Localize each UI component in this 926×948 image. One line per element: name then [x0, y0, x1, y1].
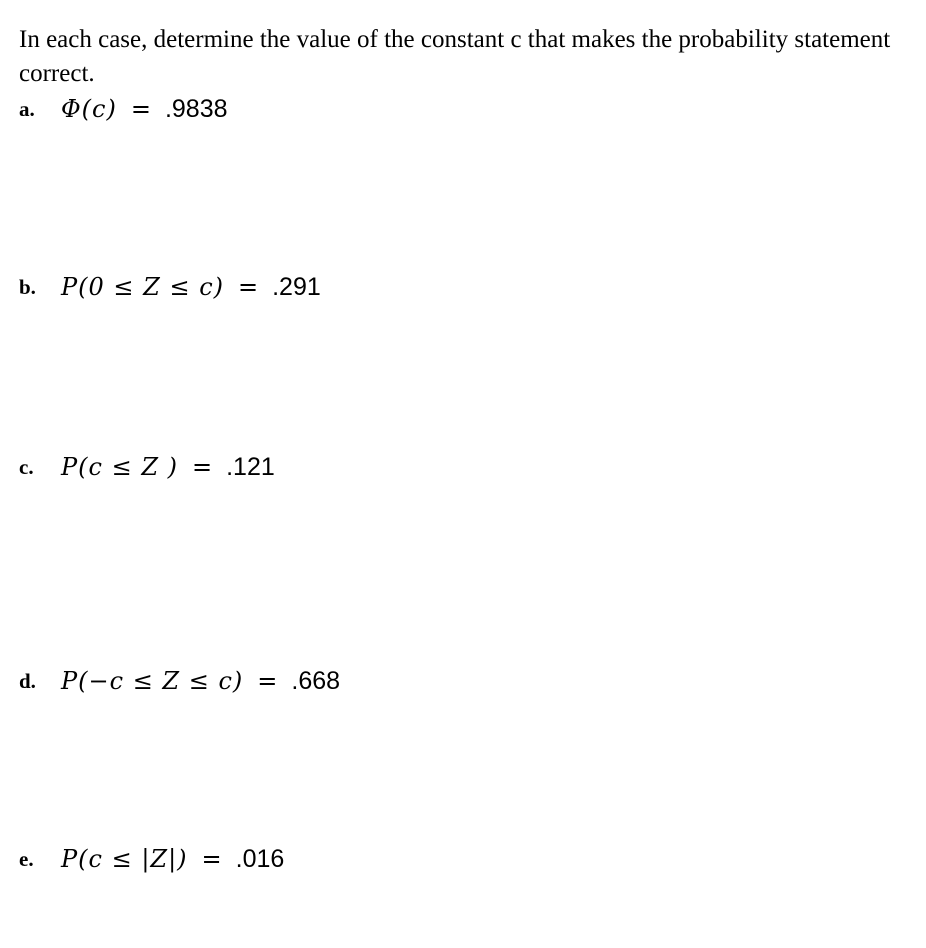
- problem-item-d: [19, 663, 340, 699]
- item-label: a.: [19, 96, 35, 121]
- probability-value: .9838: [164, 94, 228, 123]
- probability-value: .121: [226, 452, 275, 481]
- item-label: c.: [19, 454, 34, 479]
- probability-expression: P(−c ≤ Z ≤ c): [61, 667, 244, 695]
- problem-item-b: [19, 269, 321, 305]
- item-label: b.: [19, 274, 36, 299]
- probability-expression: Φ(c): [61, 95, 117, 123]
- probability-expression: P(0 ≤ Z ≤ c): [61, 273, 224, 301]
- equals-sign: =: [257, 667, 278, 695]
- probability-value: .291: [272, 272, 321, 301]
- item-label: e.: [19, 846, 34, 871]
- equals-sign: =: [192, 453, 213, 481]
- probability-value: .668: [291, 666, 341, 695]
- probability-value: .016: [235, 844, 285, 873]
- equals-sign: =: [130, 95, 151, 123]
- item-label: d.: [19, 668, 36, 693]
- instructions-text: In each case, determine the value of the constant c that makes the probability statement correct.: [19, 26, 891, 87]
- probability-expression: P(c ≤ Z ): [61, 453, 178, 481]
- equals-sign: =: [201, 845, 222, 873]
- equals-sign: =: [238, 273, 259, 301]
- problem-item-e: [19, 841, 284, 877]
- problem-item-a: [19, 91, 228, 127]
- problem-item-c: [19, 449, 275, 485]
- probability-expression: P(c ≤ |Z|): [61, 845, 188, 873]
